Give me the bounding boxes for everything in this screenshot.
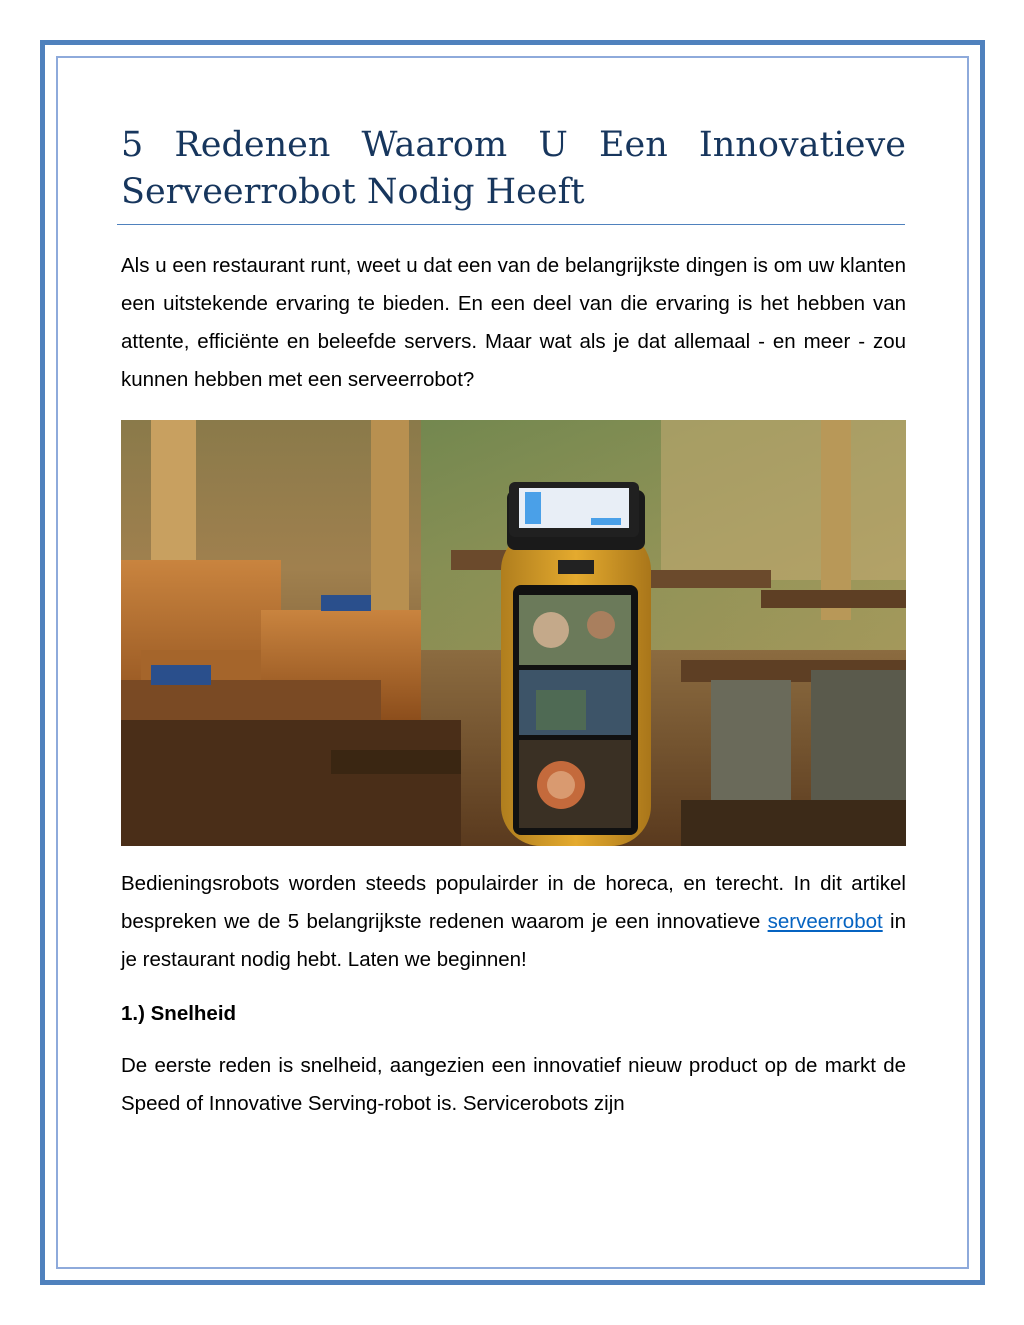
section-heading-snelheid: 1.) Snelheid [121, 1002, 237, 1025]
title-underline [117, 224, 905, 225]
body-paragraph-2-start: Bedieningsrobots worden steeds populairder in de horeca, en terecht. In dit artikel bespreken we de 5 belangrijkste redenen waarom je een innovatieve [121, 872, 906, 933]
serving-robot-photo [121, 420, 906, 846]
section-paragraph-snelheid: De eerste reden is snelheid, aangezien een innovatief nieuw product op de markt de Speed of Innovative Serving-robot is. Servicerobots zijn [121, 1054, 906, 1115]
document-title: 5 Redenen Waarom U Een Innovatieve Serveerrobot Nodig Heeft [121, 125, 906, 212]
intro-paragraph: Als u een restaurant runt, weet u dat een van de belangrijkste dingen is om uw klanten een uitstekende ervaring te bieden. En een deel van die ervaring is het hebben van attente, efficiënte en beleefde servers. Maar wat als je dat allemaal - en meer - zou kunnen hebben met een serveerrobot? [121, 254, 906, 391]
body-paragraph-2-end: in je restaurant nodig hebt. Laten we beginnen! [121, 910, 906, 971]
document-content [121, 122, 906, 1123]
serveerrobot-link[interactable]: serveerrobot [767, 910, 883, 933]
body-paragraph-2 [121, 865, 906, 979]
